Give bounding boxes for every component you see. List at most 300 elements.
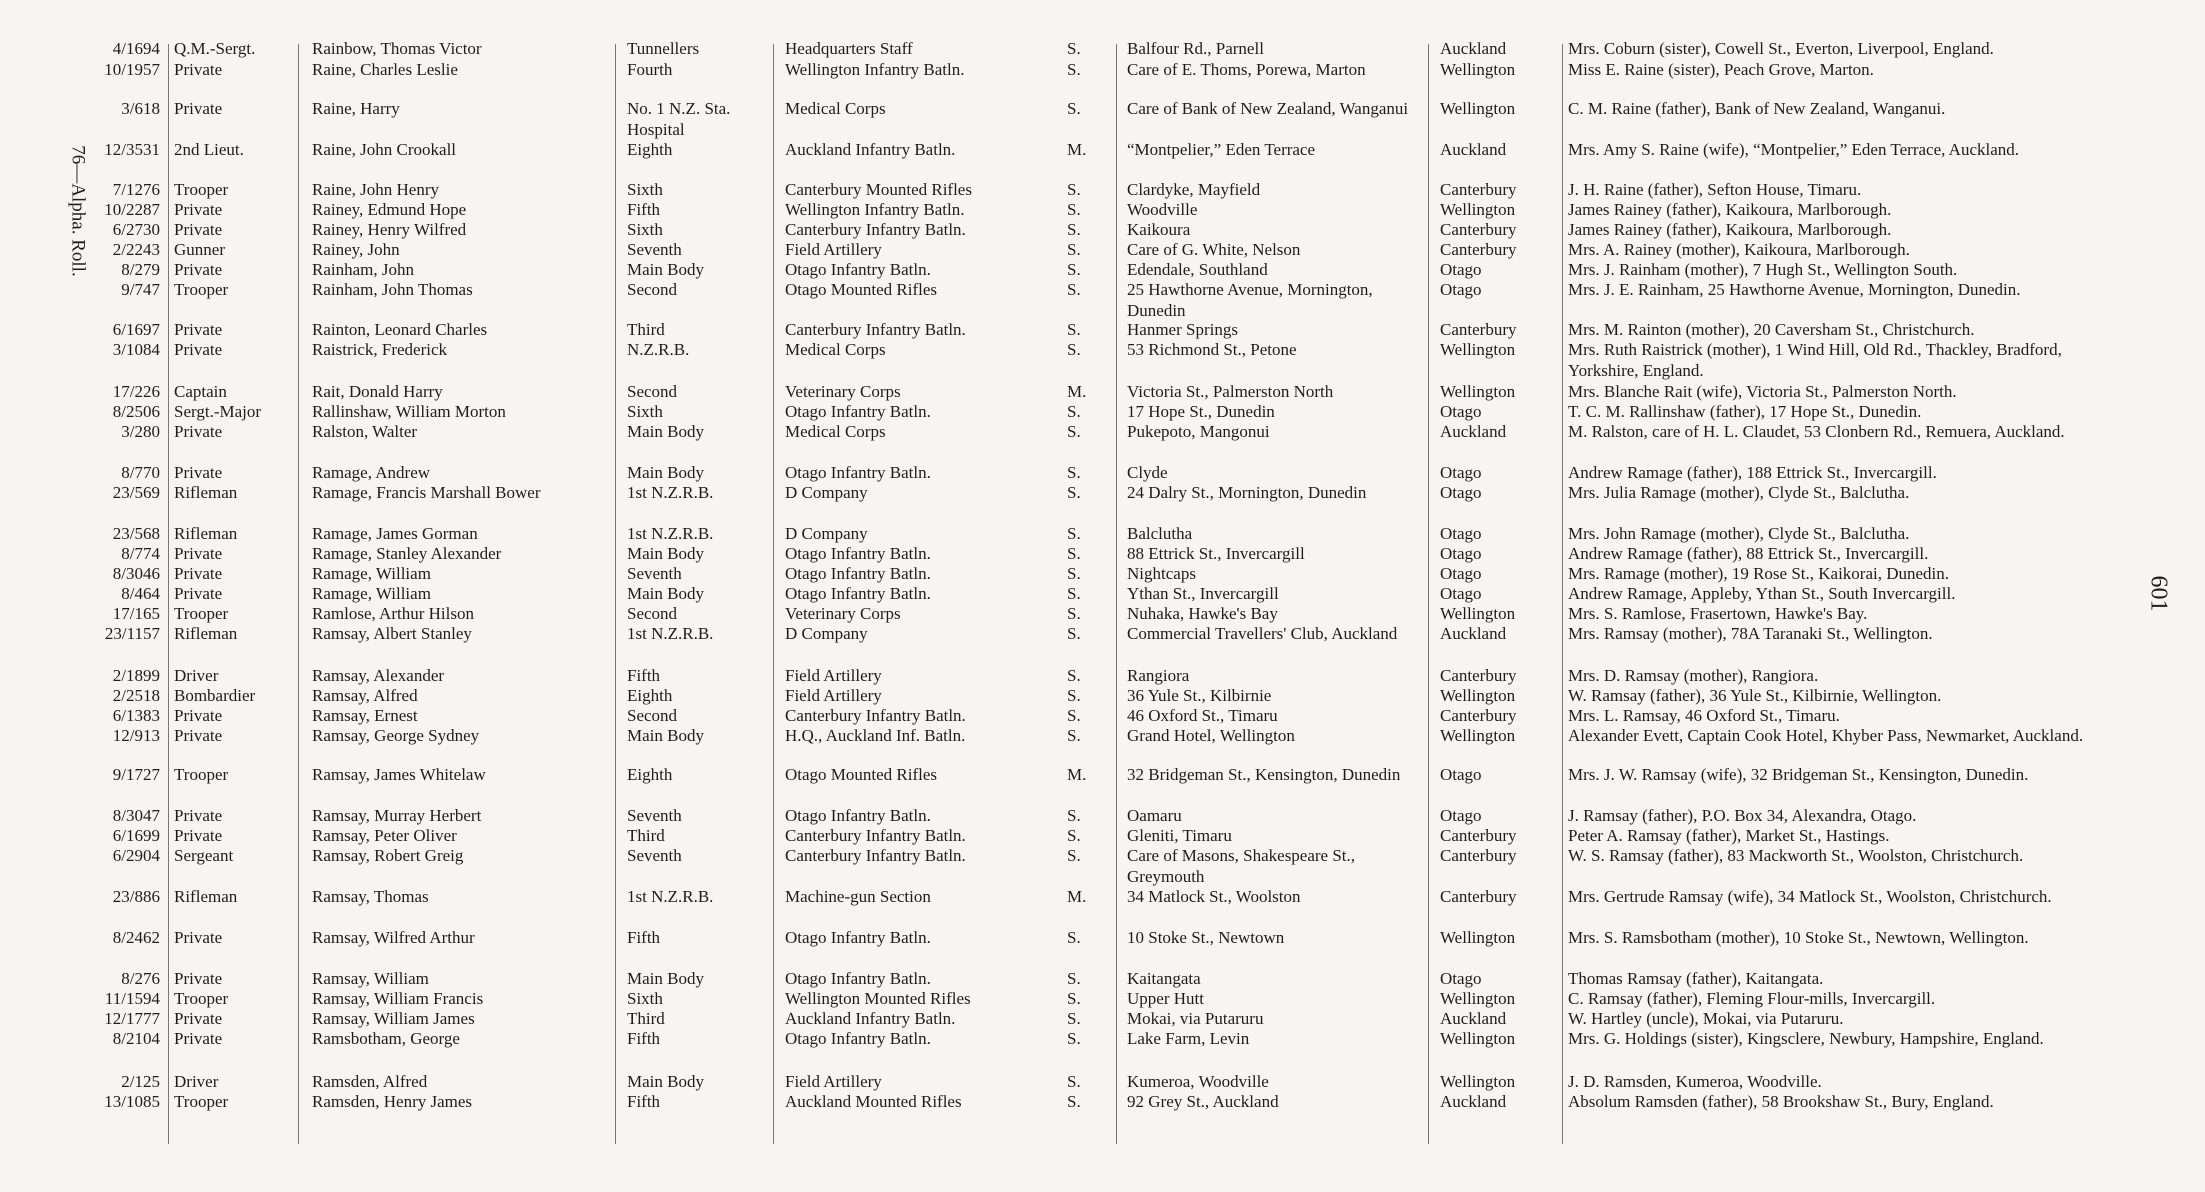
marital-status: S. bbox=[1067, 60, 1081, 79]
table-row bbox=[0, 421, 2205, 443]
district: Canterbury bbox=[1440, 180, 1517, 199]
address: Ythan St., Invercargill bbox=[1127, 584, 1279, 603]
soldier-name: Rainbow, Thomas Victor bbox=[312, 39, 482, 58]
next-of-kin: Mrs. Coburn (sister), Cowell St., Everton, Liverpool, England. bbox=[1568, 39, 1994, 58]
corps: D Company bbox=[785, 483, 868, 502]
regimental-number: 23/886 bbox=[112, 887, 160, 906]
marital-status: S. bbox=[1067, 524, 1081, 543]
corps: D Company bbox=[785, 624, 868, 643]
next-of-kin: Alexander Evett, Captain Cook Hotel, Khyber Pass, Newmarket, Auckland. bbox=[1568, 726, 2084, 745]
next-of-kin: Mrs. Gertrude Ramsay (wife), 34 Matlock St., Woolston, Christchurch. bbox=[1568, 887, 2052, 906]
regimental-number: 8/2462 bbox=[112, 928, 160, 947]
rank: Private bbox=[174, 220, 223, 239]
unit: Eighth bbox=[627, 140, 673, 159]
unit: Main Body bbox=[627, 544, 704, 563]
table-row bbox=[0, 339, 2205, 380]
next-of-kin: Mrs. Ruth Raistrick (mother), 1 Wind Hill, Old Rd., Thackley, Bradford, Yorkshire, England. bbox=[1568, 340, 2062, 380]
table-row bbox=[0, 523, 2205, 545]
district: Otago bbox=[1440, 544, 1482, 563]
rank: Private bbox=[174, 463, 223, 482]
marital-status: S. bbox=[1067, 686, 1081, 705]
district: Wellington bbox=[1440, 604, 1516, 623]
soldier-name: Rainey, John bbox=[312, 240, 400, 259]
soldier-name: Ramsay, Thomas bbox=[312, 887, 429, 906]
soldier-name: Raine, Harry bbox=[312, 99, 400, 118]
marital-status: M. bbox=[1067, 765, 1087, 784]
next-of-kin: James Rainey (father), Kaikoura, Marlborough. bbox=[1568, 200, 1892, 219]
soldier-name: Ramage, William bbox=[312, 564, 431, 583]
rank: Private bbox=[174, 564, 223, 583]
marital-status: S. bbox=[1067, 806, 1081, 825]
district: Wellington bbox=[1440, 928, 1516, 947]
next-of-kin: Mrs. S. Ramsbotham (mother), 10 Stoke St., Newtown, Wellington. bbox=[1568, 928, 2029, 947]
soldier-name: Raine, John Crookall bbox=[312, 140, 457, 159]
table-row bbox=[0, 623, 2205, 645]
next-of-kin: C. Ramsay (father), Fleming Flour-mills, Invercargill. bbox=[1568, 989, 1936, 1008]
district: Canterbury bbox=[1440, 887, 1517, 906]
marital-status: M. bbox=[1067, 382, 1087, 401]
district: Canterbury bbox=[1440, 666, 1517, 685]
table-row bbox=[0, 139, 2205, 161]
next-of-kin: Mrs. Ramage (mother), 19 Rose St., Kaikorai, Dunedin. bbox=[1568, 564, 1950, 583]
table-row bbox=[0, 805, 2205, 827]
unit: Seventh bbox=[627, 846, 682, 865]
next-of-kin: Mrs. John Ramage (mother), Clyde St., Balclutha. bbox=[1568, 524, 1910, 543]
marital-status: S. bbox=[1067, 220, 1081, 239]
corps: Otago Infantry Batln. bbox=[785, 260, 931, 279]
rank: Bombardier bbox=[174, 686, 256, 705]
address: 17 Hope St., Dunedin bbox=[1127, 402, 1275, 421]
rank: Private bbox=[174, 584, 223, 603]
unit: Seventh bbox=[627, 240, 682, 259]
regimental-number: 23/1157 bbox=[104, 624, 160, 643]
table-row bbox=[0, 845, 2205, 886]
table-row bbox=[0, 705, 2205, 727]
district: Wellington bbox=[1440, 686, 1516, 705]
next-of-kin: J. H. Raine (father), Sefton House, Timaru. bbox=[1568, 180, 1862, 199]
soldier-name: Ramage, Andrew bbox=[312, 463, 431, 482]
soldier-name: Rainham, John bbox=[312, 260, 414, 279]
regimental-number: 23/568 bbox=[112, 524, 160, 543]
regimental-number: 10/2287 bbox=[104, 200, 160, 219]
regimental-number: 6/1697 bbox=[112, 320, 160, 339]
rank: Trooper bbox=[174, 280, 229, 299]
address: Nuhaka, Hawke's Bay bbox=[1127, 604, 1278, 623]
address: Hanmer Springs bbox=[1127, 320, 1238, 339]
table-row bbox=[0, 179, 2205, 201]
corps: Headquarters Staff bbox=[785, 39, 913, 58]
unit: 1st N.Z.R.B. bbox=[627, 483, 714, 502]
address: Nightcaps bbox=[1127, 564, 1196, 583]
address: Care of E. Thoms, Porewa, Marton bbox=[1127, 60, 1366, 79]
marital-status: S. bbox=[1067, 422, 1081, 441]
regimental-number: 3/280 bbox=[121, 422, 160, 441]
address: Care of G. White, Nelson bbox=[1127, 240, 1301, 259]
soldier-name: Ramsay, Murray Herbert bbox=[312, 806, 482, 825]
address: Gleniti, Timaru bbox=[1127, 826, 1232, 845]
soldier-name: Ramage, William bbox=[312, 584, 431, 603]
corps: Otago Mounted Rifles bbox=[785, 280, 938, 299]
marital-status: S. bbox=[1067, 726, 1081, 745]
marital-status: M. bbox=[1067, 140, 1087, 159]
next-of-kin: Mrs. Blanche Rait (wife), Victoria St., Palmerston North. bbox=[1568, 382, 1957, 401]
soldier-name: Ramsay, Robert Greig bbox=[312, 846, 464, 865]
unit: Eighth bbox=[627, 765, 673, 784]
regimental-number: 3/1084 bbox=[112, 340, 160, 359]
corps: Otago Infantry Batln. bbox=[785, 969, 931, 988]
next-of-kin: Mrs. J. W. Ramsay (wife), 32 Bridgeman St., Kensington, Dunedin. bbox=[1568, 765, 2029, 784]
next-of-kin: W. S. Ramsay (father), 83 Mackworth St., Woolston, Christchurch. bbox=[1568, 846, 2024, 865]
unit: Third bbox=[627, 320, 665, 339]
soldier-name: Ramsay, Wilfred Arthur bbox=[312, 928, 475, 947]
regimental-number: 12/1777 bbox=[104, 1009, 160, 1028]
regimental-number: 4/1694 bbox=[112, 39, 160, 58]
table-row bbox=[0, 764, 2205, 786]
table-row bbox=[0, 482, 2205, 504]
unit: Main Body bbox=[627, 422, 704, 441]
rank: Sergt.-Major bbox=[174, 402, 262, 421]
rank: Trooper bbox=[174, 1092, 229, 1111]
district: Canterbury bbox=[1440, 240, 1517, 259]
rank: Private bbox=[174, 60, 223, 79]
table-row bbox=[0, 603, 2205, 625]
regimental-number: 10/1957 bbox=[104, 60, 160, 79]
soldier-name: Ramsay, Alexander bbox=[312, 666, 445, 685]
soldier-name: Ramsden, Henry James bbox=[312, 1092, 473, 1111]
next-of-kin: Mrs. M. Rainton (mother), 20 Caversham St., Christchurch. bbox=[1568, 320, 1975, 339]
district: Canterbury bbox=[1440, 220, 1517, 239]
district: Wellington bbox=[1440, 726, 1516, 745]
district: Otago bbox=[1440, 524, 1482, 543]
district: Otago bbox=[1440, 280, 1482, 299]
table-row bbox=[0, 563, 2205, 585]
unit: Fifth bbox=[627, 1029, 661, 1048]
corps: Canterbury Infantry Batln. bbox=[785, 320, 966, 339]
marital-status: S. bbox=[1067, 180, 1081, 199]
soldier-name: Ramsay, James Whitelaw bbox=[312, 765, 486, 784]
unit: Sixth bbox=[627, 989, 663, 1008]
unit: Eighth bbox=[627, 686, 673, 705]
corps: D Company bbox=[785, 524, 868, 543]
regimental-number: 8/770 bbox=[121, 463, 160, 482]
soldier-name: Ramsay, Alfred bbox=[312, 686, 418, 705]
address: Grand Hotel, Wellington bbox=[1127, 726, 1295, 745]
regimental-number: 17/226 bbox=[112, 382, 160, 401]
marital-status: S. bbox=[1067, 402, 1081, 421]
unit: Second bbox=[627, 604, 678, 623]
marital-status: S. bbox=[1067, 584, 1081, 603]
marital-status: S. bbox=[1067, 989, 1081, 1008]
unit: Main Body bbox=[627, 1072, 704, 1091]
district: Wellington bbox=[1440, 60, 1516, 79]
corps: Canterbury Infantry Batln. bbox=[785, 706, 966, 725]
district: Auckland bbox=[1440, 1009, 1507, 1028]
marital-status: S. bbox=[1067, 564, 1081, 583]
regimental-number: 8/3046 bbox=[112, 564, 160, 583]
unit: Main Body bbox=[627, 969, 704, 988]
rank: Private bbox=[174, 340, 223, 359]
rank: Private bbox=[174, 1029, 223, 1048]
corps: Wellington Infantry Batln. bbox=[785, 200, 965, 219]
district: Wellington bbox=[1440, 989, 1516, 1008]
corps: Otago Infantry Batln. bbox=[785, 463, 931, 482]
next-of-kin: Andrew Ramage (father), 88 Ettrick St., Invercargill. bbox=[1568, 544, 1929, 563]
corps: Field Artillery bbox=[785, 686, 882, 705]
next-of-kin: Mrs. L. Ramsay, 46 Oxford St., Timaru. bbox=[1568, 706, 1840, 725]
next-of-kin: J. D. Ramsden, Kumeroa, Woodville. bbox=[1568, 1072, 1822, 1091]
corps: Otago Infantry Batln. bbox=[785, 928, 931, 947]
corps: Wellington Infantry Batln. bbox=[785, 60, 965, 79]
table-row bbox=[0, 219, 2205, 241]
marital-status: S. bbox=[1067, 463, 1081, 482]
district: Otago bbox=[1440, 765, 1482, 784]
unit: Main Body bbox=[627, 726, 704, 745]
address: Woodville bbox=[1127, 200, 1198, 219]
table-row bbox=[0, 259, 2205, 281]
district: Otago bbox=[1440, 564, 1482, 583]
regimental-number: 6/2904 bbox=[112, 846, 160, 865]
district: Wellington bbox=[1440, 382, 1516, 401]
regimental-number: 12/913 bbox=[112, 726, 160, 745]
corps: Medical Corps bbox=[785, 340, 886, 359]
table-row bbox=[0, 381, 2205, 403]
district: Otago bbox=[1440, 969, 1482, 988]
district: Otago bbox=[1440, 402, 1482, 421]
marital-status: S. bbox=[1067, 200, 1081, 219]
soldier-name: Ralston, Walter bbox=[312, 422, 418, 441]
district: Otago bbox=[1440, 806, 1482, 825]
address: Kaitangata bbox=[1127, 969, 1201, 988]
unit: Third bbox=[627, 1009, 665, 1028]
next-of-kin: Peter A. Ramsay (father), Market St., Hastings. bbox=[1568, 826, 1890, 845]
district: Auckland bbox=[1440, 140, 1507, 159]
soldier-name: Ramlose, Arthur Hilson bbox=[312, 604, 474, 623]
marital-status: S. bbox=[1067, 340, 1081, 359]
corps: Otago Mounted Rifles bbox=[785, 765, 938, 784]
soldier-name: Ramage, Stanley Alexander bbox=[312, 544, 502, 563]
corps: Wellington Mounted Rifles bbox=[785, 989, 971, 1008]
next-of-kin: J. Ramsay (father), P.O. Box 34, Alexandra, Otago. bbox=[1568, 806, 1917, 825]
address: 25 Hawthorne Avenue, Mornington, Dunedin bbox=[1127, 280, 1373, 320]
marital-status: S. bbox=[1067, 483, 1081, 502]
table-row bbox=[0, 968, 2205, 990]
corps: Medical Corps bbox=[785, 99, 886, 118]
rank: Private bbox=[174, 1009, 223, 1028]
unit: No. 1 N.Z. Sta. Hospital bbox=[627, 99, 731, 139]
marital-status: S. bbox=[1067, 604, 1081, 623]
unit: Third bbox=[627, 826, 665, 845]
soldier-name: Rait, Donald Harry bbox=[312, 382, 443, 401]
district: Otago bbox=[1440, 260, 1482, 279]
rank: Gunner bbox=[174, 240, 225, 259]
unit: Fifth bbox=[627, 200, 661, 219]
table-row bbox=[0, 927, 2205, 949]
district: Auckland bbox=[1440, 1092, 1507, 1111]
address: Care of Masons, Shakespeare St., Greymouth bbox=[1127, 846, 1356, 886]
rank: Private bbox=[174, 422, 223, 441]
page-number: 601 bbox=[2145, 575, 2172, 612]
soldier-name: Ramsay, George Sydney bbox=[312, 726, 480, 745]
regimental-number: 17/165 bbox=[112, 604, 160, 623]
rank: Private bbox=[174, 320, 223, 339]
table-row bbox=[0, 462, 2205, 484]
unit: 1st N.Z.R.B. bbox=[627, 524, 714, 543]
corps: H.Q., Auckland Inf. Batln. bbox=[785, 726, 966, 745]
regimental-number: 7/1276 bbox=[112, 180, 160, 199]
soldier-name: Ramsay, Peter Oliver bbox=[312, 826, 457, 845]
rank: Private bbox=[174, 969, 223, 988]
regimental-number: 8/2506 bbox=[112, 402, 160, 421]
regimental-number: 8/2104 bbox=[112, 1029, 160, 1048]
marital-status: S. bbox=[1067, 320, 1081, 339]
district: Auckland bbox=[1440, 422, 1507, 441]
marital-status: S. bbox=[1067, 1009, 1081, 1028]
table-row bbox=[0, 239, 2205, 261]
marital-status: S. bbox=[1067, 99, 1081, 118]
rank: Sergeant bbox=[174, 846, 234, 865]
marital-status: S. bbox=[1067, 260, 1081, 279]
corps: Auckland Infantry Batln. bbox=[785, 140, 956, 159]
marital-status: S. bbox=[1067, 1092, 1081, 1111]
address: 88 Ettrick St., Invercargill bbox=[1127, 544, 1305, 563]
district: Canterbury bbox=[1440, 320, 1517, 339]
regimental-number: 6/1699 bbox=[112, 826, 160, 845]
address: “Montpelier,” Eden Terrace bbox=[1127, 140, 1316, 159]
regimental-number: 12/3531 bbox=[104, 140, 160, 159]
unit: Sixth bbox=[627, 402, 663, 421]
regimental-number: 9/1727 bbox=[112, 765, 160, 784]
table-row bbox=[0, 886, 2205, 908]
unit: Fifth bbox=[627, 928, 661, 947]
table-row bbox=[0, 685, 2205, 707]
address: 32 Bridgeman St., Kensington, Dunedin bbox=[1127, 765, 1401, 784]
rank: Private bbox=[174, 826, 223, 845]
regimental-number: 6/2730 bbox=[112, 220, 160, 239]
corps: Machine-gun Section bbox=[785, 887, 931, 906]
regimental-number: 2/2243 bbox=[112, 240, 160, 259]
unit: Fourth bbox=[627, 60, 673, 79]
next-of-kin: James Rainey (father), Kaikoura, Marlborough. bbox=[1568, 220, 1892, 239]
regimental-number: 9/747 bbox=[121, 280, 160, 299]
regimental-number: 13/1085 bbox=[104, 1092, 160, 1111]
unit: Tunnellers bbox=[627, 39, 700, 58]
unit: Seventh bbox=[627, 806, 682, 825]
regimental-number: 2/125 bbox=[121, 1072, 160, 1091]
next-of-kin: Mrs. Amy S. Raine (wife), “Montpelier,” Eden Terrace, Auckland. bbox=[1568, 140, 2020, 159]
unit: Main Body bbox=[627, 463, 704, 482]
address: Mokai, via Putaruru bbox=[1127, 1009, 1264, 1028]
marital-status: S. bbox=[1067, 666, 1081, 685]
table-row bbox=[0, 1008, 2205, 1030]
soldier-name: Rainey, Henry Wilfred bbox=[312, 220, 467, 239]
unit: Seventh bbox=[627, 564, 682, 583]
regimental-number: 2/1899 bbox=[112, 666, 160, 685]
corps: Otago Infantry Batln. bbox=[785, 544, 931, 563]
address: 46 Oxford St., Timaru bbox=[1127, 706, 1278, 725]
regimental-number: 8/774 bbox=[121, 544, 160, 563]
regimental-number: 2/2518 bbox=[112, 686, 160, 705]
rank: Private bbox=[174, 200, 223, 219]
corps: Otago Infantry Batln. bbox=[785, 1029, 931, 1048]
corps: Canterbury Infantry Batln. bbox=[785, 220, 966, 239]
corps: Canterbury Mounted Rifles bbox=[785, 180, 972, 199]
corps: Auckland Infantry Batln. bbox=[785, 1009, 956, 1028]
corps: Veterinary Corps bbox=[785, 382, 901, 401]
next-of-kin: Mrs. A. Rainey (mother), Kaikoura, Marlborough. bbox=[1568, 240, 1910, 259]
soldier-name: Ramsden, Alfred bbox=[312, 1072, 428, 1091]
address: Kaikoura bbox=[1127, 220, 1191, 239]
rank: Q.M.-Sergt. bbox=[174, 39, 256, 58]
table-row bbox=[0, 543, 2205, 565]
address: 92 Grey St., Auckland bbox=[1127, 1092, 1279, 1111]
soldier-name: Ramsay, William bbox=[312, 969, 429, 988]
address: Commercial Travellers' Club, Auckland bbox=[1127, 624, 1398, 643]
address: Balfour Rd., Parnell bbox=[1127, 39, 1264, 58]
regimental-number: 8/279 bbox=[121, 260, 160, 279]
marital-status: S. bbox=[1067, 1029, 1081, 1048]
table-row bbox=[0, 1028, 2205, 1050]
table-row bbox=[0, 38, 2205, 60]
unit: Sixth bbox=[627, 180, 663, 199]
soldier-name: Rainton, Leonard Charles bbox=[312, 320, 488, 339]
district: Otago bbox=[1440, 584, 1482, 603]
next-of-kin: Mrs. J. Rainham (mother), 7 Hugh St., Wellington South. bbox=[1568, 260, 1958, 279]
next-of-kin: Miss E. Raine (sister), Peach Grove, Marton. bbox=[1568, 60, 1874, 79]
corps: Veterinary Corps bbox=[785, 604, 901, 623]
district: Wellington bbox=[1440, 99, 1516, 118]
rank: Rifleman bbox=[174, 524, 238, 543]
soldier-name: Ramsay, William James bbox=[312, 1009, 475, 1028]
table-row bbox=[0, 583, 2205, 605]
table-row bbox=[0, 401, 2205, 423]
rank: Rifleman bbox=[174, 887, 238, 906]
corps: Otago Infantry Batln. bbox=[785, 402, 931, 421]
address: Rangiora bbox=[1127, 666, 1190, 685]
address: 34 Matlock St., Woolston bbox=[1127, 887, 1301, 906]
unit: Fifth bbox=[627, 1092, 661, 1111]
marital-status: S. bbox=[1067, 280, 1081, 299]
address: Victoria St., Palmerston North bbox=[1127, 382, 1334, 401]
corps: Auckland Mounted Rifles bbox=[785, 1092, 962, 1111]
rank: Private bbox=[174, 706, 223, 725]
next-of-kin: C. M. Raine (father), Bank of New Zealand, Wanganui. bbox=[1568, 99, 1946, 118]
address: 24 Dalry St., Mornington, Dunedin bbox=[1127, 483, 1367, 502]
district: Canterbury bbox=[1440, 826, 1517, 845]
unit: Fifth bbox=[627, 666, 661, 685]
rank: Driver bbox=[174, 666, 219, 685]
district: Wellington bbox=[1440, 340, 1516, 359]
side-label: 76—Alpha. Roll. bbox=[67, 145, 89, 277]
soldier-name: Ramsay, William Francis bbox=[312, 989, 484, 1008]
marital-status: S. bbox=[1067, 240, 1081, 259]
next-of-kin: Mrs. D. Ramsay (mother), Rangiora. bbox=[1568, 666, 1819, 685]
soldier-name: Ramage, Francis Marshall Bower bbox=[312, 483, 541, 502]
table-row bbox=[0, 665, 2205, 687]
marital-status: M. bbox=[1067, 887, 1087, 906]
rank: Private bbox=[174, 260, 223, 279]
soldier-name: Rainham, John Thomas bbox=[312, 280, 473, 299]
next-of-kin: W. Hartley (uncle), Mokai, via Putaruru. bbox=[1568, 1009, 1844, 1028]
next-of-kin: Mrs. Julia Ramage (mother), Clyde St., Balclutha. bbox=[1568, 483, 1910, 502]
address: Clardyke, Mayfield bbox=[1127, 180, 1261, 199]
next-of-kin: Mrs. G. Holdings (sister), Kingsclere, Newbury, Hampshire, England. bbox=[1568, 1029, 2044, 1048]
soldier-name: Ramsbotham, George bbox=[312, 1029, 460, 1048]
marital-status: S. bbox=[1067, 624, 1081, 643]
next-of-kin: Mrs. Ramsay (mother), 78A Taranaki St., Wellington. bbox=[1568, 624, 1933, 643]
district: Wellington bbox=[1440, 200, 1516, 219]
marital-status: S. bbox=[1067, 826, 1081, 845]
unit: 1st N.Z.R.B. bbox=[627, 624, 714, 643]
